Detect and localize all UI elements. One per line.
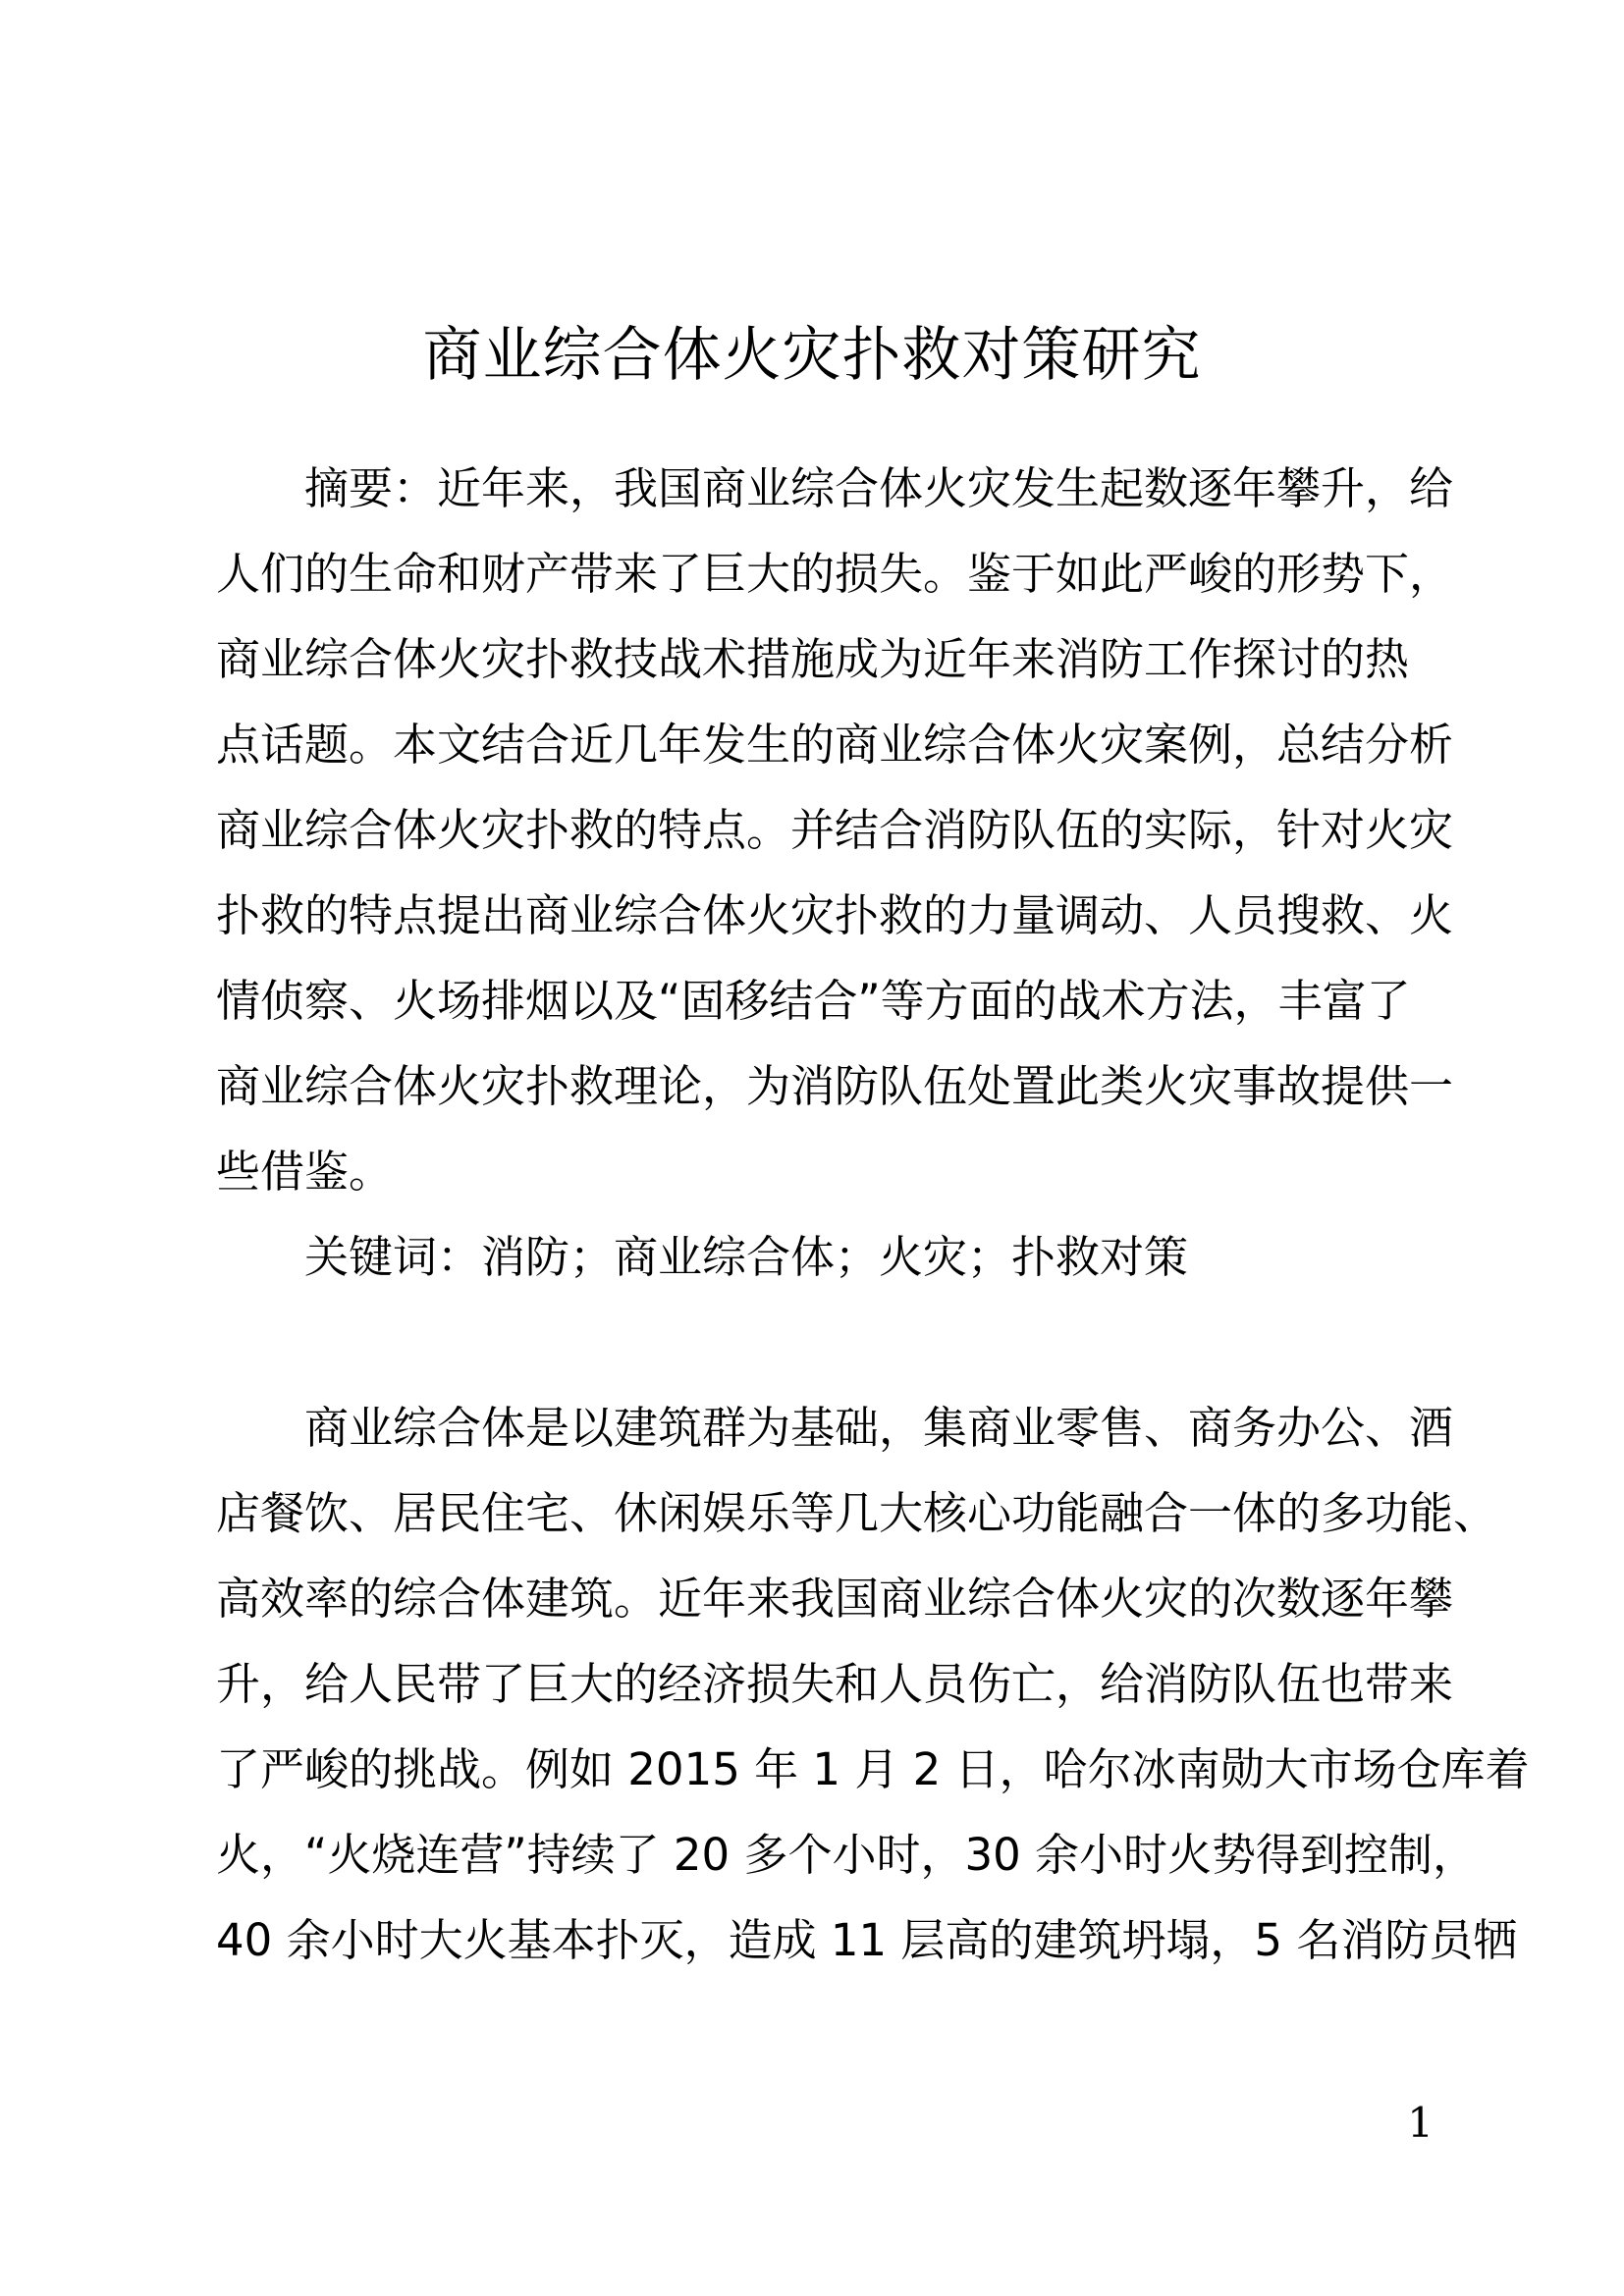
body-line: 店餐饮、居民住宅、休闲娱乐等几大核心功能融合一体的多功能、 <box>216 1487 1498 1539</box>
body-line: 高效率的综合体建筑。近年来我国商业综合体火灾的次数逐年攀 <box>216 1573 1454 1625</box>
abstract-line: 摘要：近年来，我国商业综合体火灾发生起数逐年攀升，给 <box>304 462 1454 514</box>
abstract-line: 点话题。本文结合近几年发生的商业综合体火灾案例，总结分析 <box>216 719 1454 771</box>
body-line: 了严峻的挑战。例如 2015 年 1 月 2 日，哈尔冰南勋大市场仓库着 <box>216 1743 1530 1795</box>
abstract-line: 商业综合体火灾扑救理论，为消防队伍处置此类火灾事故提供一 <box>216 1060 1454 1112</box>
abstract-line: 些借鉴。 <box>216 1146 394 1198</box>
abstract-line: 情侦察、火场排烟以及“固移结合”等方面的战术方法，丰富了 <box>216 975 1411 1027</box>
abstract-line: 商业综合体火灾扑救的特点。并结合消防队伍的实际，针对火灾 <box>216 804 1454 856</box>
body-line: 升，给人民带了巨大的经济损失和人员伤亡，给消防队伍也带来 <box>216 1658 1454 1710</box>
abstract-line: 扑救的特点提出商业综合体火灾扑救的力量调动、人员搜救、火 <box>216 889 1454 941</box>
keywords-line: 关键词：消防；商业综合体；火灾；扑救对策 <box>304 1231 1189 1283</box>
document-title: 商业综合体火灾扑救对策研究 <box>422 321 1202 390</box>
body-line: 商业综合体是以建筑群为基础，集商业零售、商务办公、酒 <box>304 1402 1454 1454</box>
page-number: 1 <box>1407 2099 1434 2147</box>
body-line: 火，“火烧连营”持续了 20 多个小时，30 余小时火势得到控制， <box>216 1829 1478 1881</box>
abstract-line: 商业综合体火灾扑救技战术措施成为近年来消防工作探讨的热 <box>216 633 1410 685</box>
abstract-line: 人们的生命和财产带来了巨大的损失。鉴于如此严峻的形势下， <box>216 548 1454 600</box>
body-line: 40 余小时大火基本扑灭，造成 11 层高的建筑坍塌，5 名消防员牺 <box>216 1914 1518 1966</box>
